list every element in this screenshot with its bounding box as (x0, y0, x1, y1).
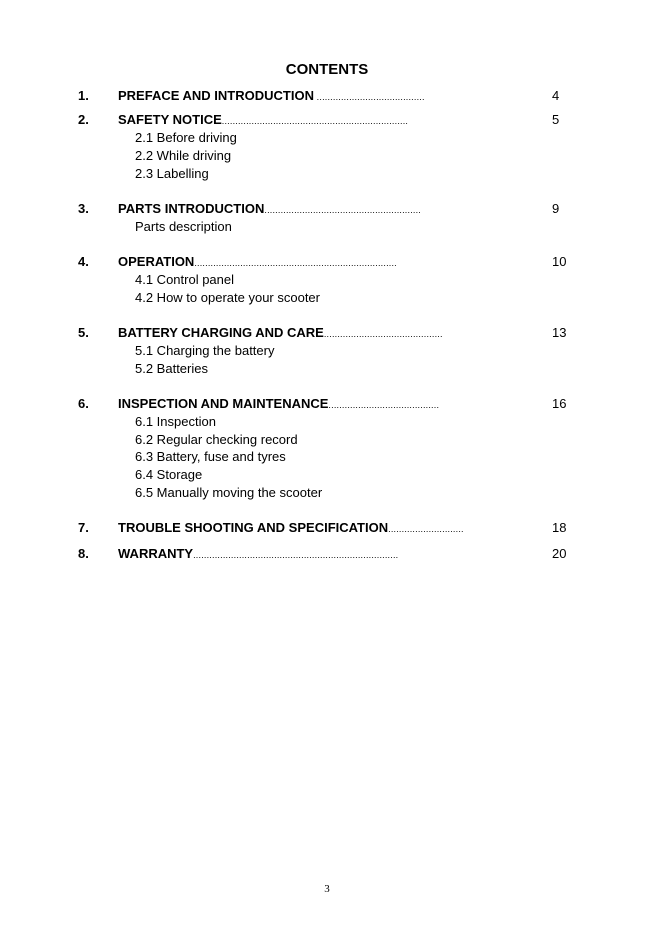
toc-entry-number: 5. (78, 325, 89, 340)
toc-leader-dots: ........................................................................... (194, 258, 397, 268)
toc-entry-page: 16 (552, 396, 567, 411)
toc-entry-trouble-shooting (0, 519, 662, 537)
toc-entry-heading (118, 200, 421, 219)
toc-leader-dots: ............................................................................ (193, 550, 399, 560)
toc-entry-preface (0, 87, 662, 105)
toc-subentry: 2.1 Before driving (135, 130, 237, 145)
toc-entry-heading (118, 253, 397, 272)
toc-entry-title: BATTERY CHARGING AND CARE (118, 325, 324, 340)
toc-entry-safety-notice (0, 111, 662, 129)
toc-subentry: 5.1 Charging the battery (135, 343, 275, 358)
toc-entry-heading (118, 545, 398, 564)
toc-entry-number: 4. (78, 254, 89, 269)
toc-subentry: 4.1 Control panel (135, 272, 235, 287)
page-number: 3 (324, 883, 330, 895)
toc-subentry: 5.2 Batteries (135, 361, 208, 376)
toc-subentry: 6.1 Inspection (135, 414, 216, 429)
contents-title: CONTENTS (285, 61, 369, 78)
toc-leader-dots: ........................................ (313, 92, 425, 102)
toc-entry-page: 5 (552, 112, 560, 127)
toc-entry-operation (0, 253, 662, 271)
toc-entry-page: 13 (552, 325, 567, 340)
toc-subentry: 6.5 Manually moving the scooter (135, 485, 323, 500)
toc-entry-number: 2. (78, 112, 89, 127)
toc-entry-title: PARTS INTRODUCTION (118, 201, 265, 216)
toc-entry-heading (118, 87, 425, 106)
toc-entry-number: 8. (78, 546, 89, 561)
toc-entry-inspection-maintenance (0, 395, 662, 413)
toc-entry-parts-introduction (0, 200, 662, 218)
toc-subentry: 2.3 Labelling (135, 166, 209, 181)
toc-entry-heading (118, 111, 408, 130)
toc-subentry: Parts description (135, 219, 232, 234)
toc-subentry: 6.2 Regular checking record (135, 432, 298, 447)
toc-entry-page: 18 (552, 520, 567, 535)
toc-entry-page: 10 (552, 254, 567, 269)
toc-entry-number: 7. (78, 520, 89, 535)
toc-entry-number: 3. (78, 201, 89, 216)
toc-entry-title: PREFACE AND INTRODUCTION (118, 88, 314, 103)
toc-subentry: 6.4 Storage (135, 467, 203, 482)
toc-subentry: 6.3 Battery, fuse and tyres (135, 449, 286, 464)
toc-entry-title: OPERATION (118, 254, 195, 269)
toc-entry-heading (118, 395, 439, 414)
toc-subentry: 4.2 How to operate your scooter (135, 290, 320, 305)
toc-entry-heading (118, 324, 443, 343)
toc-entry-title: WARRANTY (118, 546, 194, 561)
toc-entry-page: 9 (552, 201, 560, 216)
toc-entry-page: 20 (552, 546, 567, 561)
toc-entry-number: 6. (78, 396, 89, 411)
toc-entry-title: TROUBLE SHOOTING AND SPECIFICATION (118, 520, 389, 535)
toc-entry-number: 1. (78, 88, 89, 103)
toc-subentry: 2.2 While driving (135, 148, 232, 163)
toc-leader-dots: .......................................................... (264, 205, 422, 215)
toc-leader-dots: ......................................... (328, 400, 440, 410)
toc-entry-battery-charging (0, 324, 662, 342)
toc-entry-warranty (0, 545, 662, 563)
toc-leader-dots: ..................................................................... (221, 116, 409, 126)
toc-entry-title: SAFETY NOTICE (118, 112, 222, 127)
toc-entry-page: 4 (552, 88, 560, 103)
toc-entry-title: INSPECTION AND MAINTENANCE (118, 396, 329, 411)
toc-entry-heading (118, 519, 464, 538)
toc-leader-dots: ............................ (388, 524, 464, 534)
toc-leader-dots: ............................................ (323, 329, 443, 339)
